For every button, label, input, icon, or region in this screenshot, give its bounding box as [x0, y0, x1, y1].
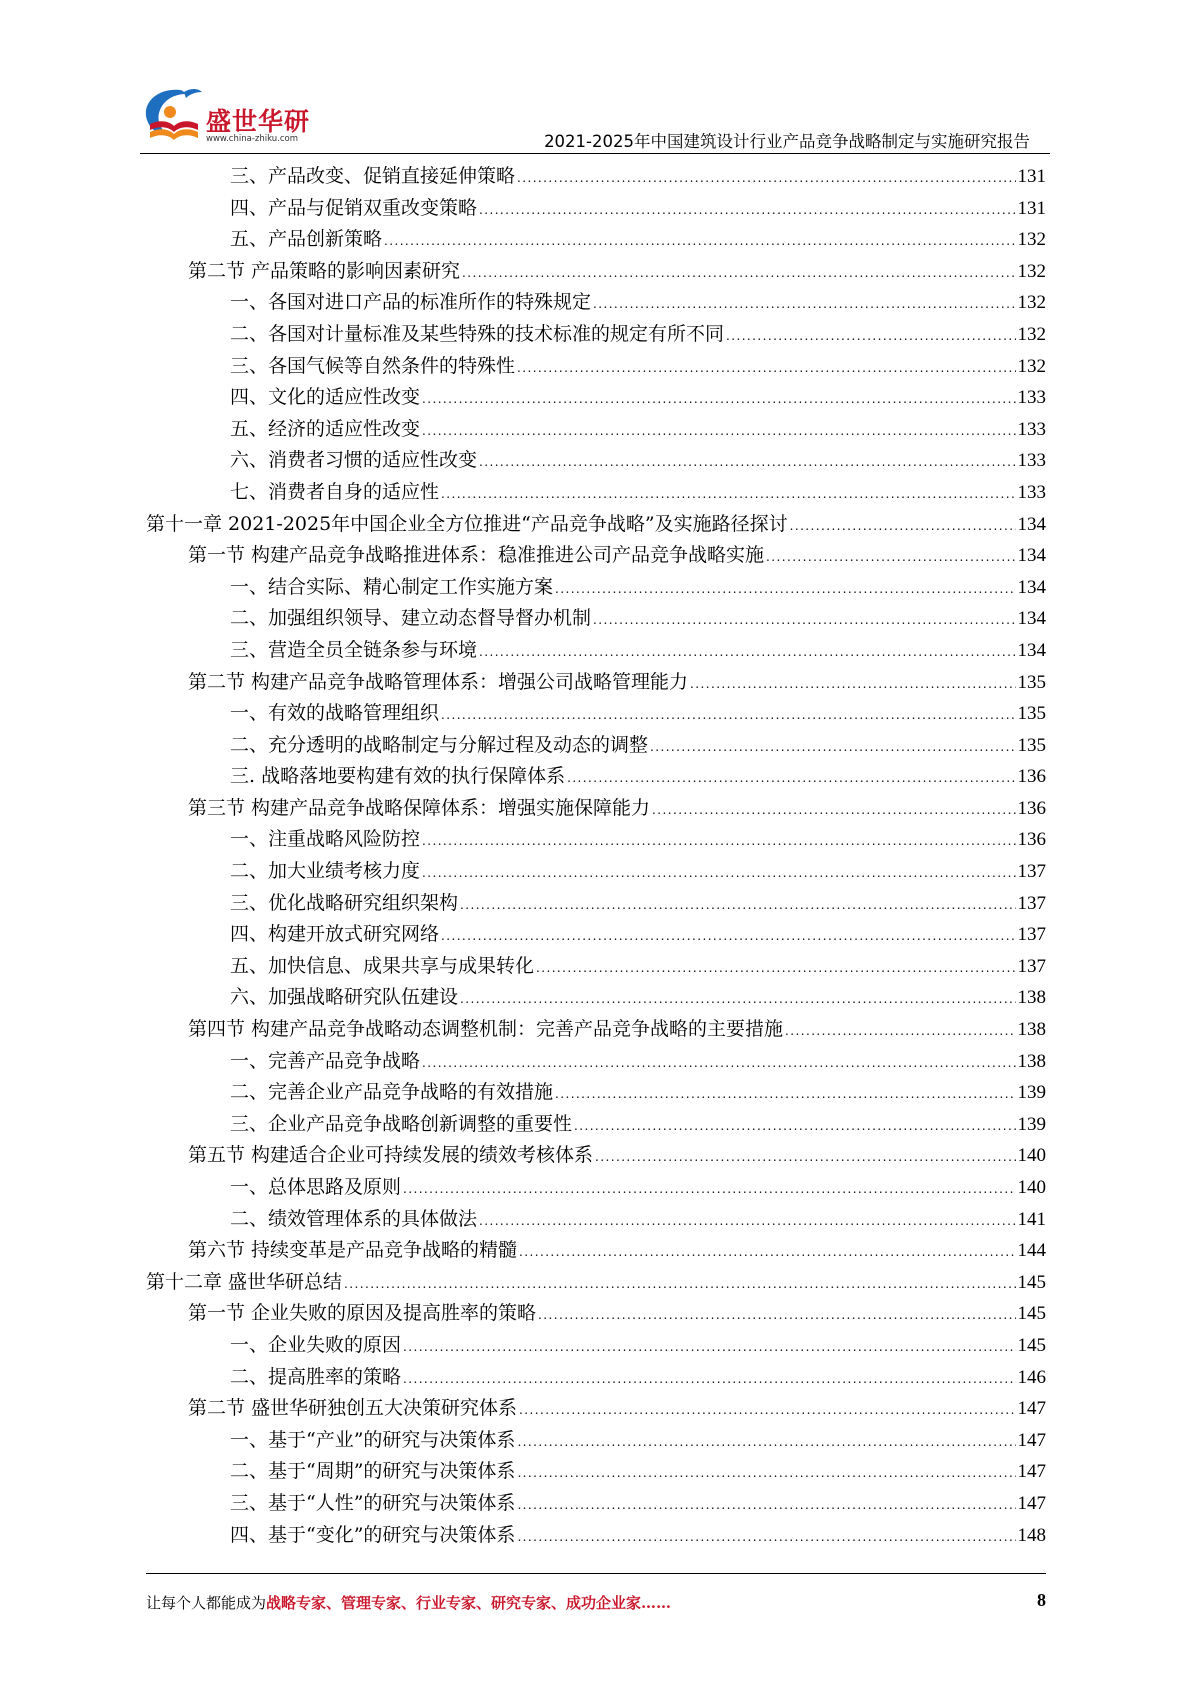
- toc-leader-dots: [422, 414, 1015, 448]
- toc-entry-title: 第二节 构建产品竞争战略管理体系：增强公司战略管理能力: [188, 670, 689, 693]
- toc-page-number: 134: [1017, 639, 1046, 661]
- toc-entry-title: 三. 战略落地要构建有效的执行保障体系: [230, 765, 566, 788]
- toc-item[interactable]: [146, 730, 1046, 762]
- toc-item[interactable]: [146, 1456, 1046, 1488]
- logo-icon: [140, 84, 208, 146]
- toc-item[interactable]: [146, 1046, 1046, 1078]
- toc-page-number: 133: [1017, 387, 1046, 409]
- toc-page-number: 139: [1017, 1113, 1046, 1135]
- toc-entry-title: 六、加强战略研究队伍建设: [230, 986, 459, 1009]
- toc-entry-title: 第一节 构建产品竞争战略推进体系：稳准推进公司产品竞争战略实施: [188, 544, 765, 567]
- toc-item[interactable]: [146, 1172, 1046, 1204]
- toc-item[interactable]: [146, 951, 1046, 983]
- toc-leader-dots: [344, 1267, 1015, 1301]
- toc-entry-title: 第六节 持续变革是产品竞争战略的精髓: [188, 1239, 518, 1262]
- toc-entry-title: 一、完善产品竞争战略: [230, 1049, 421, 1072]
- toc-item[interactable]: [146, 761, 1046, 793]
- toc-item[interactable]: [146, 382, 1046, 414]
- toc-page-number: 135: [1017, 671, 1046, 693]
- footer-divider: [146, 1573, 1046, 1574]
- toc-leader-dots: [555, 572, 1015, 606]
- toc-leader-dots: [785, 1014, 1015, 1048]
- toc-leader-dots: [536, 951, 1015, 985]
- toc-chapter[interactable]: [146, 1267, 1046, 1299]
- toc-item[interactable]: [146, 888, 1046, 920]
- toc-entry-title: 一、各国对进口产品的标准所作的特殊规定: [230, 291, 592, 314]
- toc-leader-dots: [422, 1046, 1015, 1080]
- toc-page-number: 145: [1017, 1271, 1046, 1293]
- toc-entry-title: 五、加快信息、成果共享与成果转化: [230, 954, 535, 977]
- toc-page-number: 134: [1017, 608, 1046, 630]
- toc-item[interactable]: [146, 1077, 1046, 1109]
- toc-page-number: 144: [1017, 1240, 1046, 1262]
- toc-entry-title: 第五节 构建适合企业可持续发展的绩效考核体系: [188, 1144, 594, 1167]
- toc-page-number: 141: [1017, 1208, 1046, 1230]
- toc-page-number: 139: [1017, 1082, 1046, 1104]
- toc-page-number: 135: [1017, 703, 1046, 725]
- toc-leader-dots: [479, 635, 1015, 669]
- toc-entry-title: 三、企业产品竞争战略创新调整的重要性: [230, 1112, 573, 1135]
- toc-section[interactable]: [146, 1140, 1046, 1172]
- toc-section[interactable]: [146, 256, 1046, 288]
- toc-item[interactable]: [146, 698, 1046, 730]
- toc-item[interactable]: [146, 635, 1046, 667]
- toc-item[interactable]: [146, 1425, 1046, 1457]
- toc-leader-dots: [384, 224, 1015, 258]
- toc-item[interactable]: [146, 414, 1046, 446]
- toc-entry-title: 二、完善企业产品竞争战略的有效措施: [230, 1081, 554, 1104]
- toc-entry-title: 二、加强组织领导、建立动态督导督办机制: [230, 607, 592, 630]
- toc-page-number: 146: [1017, 1366, 1046, 1388]
- toc-item[interactable]: [146, 1362, 1046, 1394]
- toc-page-number: 133: [1017, 450, 1046, 472]
- toc-leader-dots: [517, 1456, 1015, 1490]
- toc-entry-title: 第十一章 2021-2025年中国企业全方位推进“产品竞争战略”及实施路径探讨: [146, 512, 788, 535]
- toc-page-number: 148: [1017, 1524, 1046, 1546]
- toc-page-number: 133: [1017, 481, 1046, 503]
- toc-page-number: 137: [1017, 892, 1046, 914]
- toc-entry-title: 二、各国对计量标准及某些特殊的技术标准的规定有所不同: [230, 322, 725, 345]
- toc-item[interactable]: [146, 287, 1046, 319]
- toc-item[interactable]: [146, 1330, 1046, 1362]
- toc-section[interactable]: [146, 540, 1046, 572]
- toc-entry-title: 第二节 盛世华研独创五大决策研究体系: [188, 1397, 518, 1420]
- toc-item[interactable]: [146, 445, 1046, 477]
- toc-leader-dots: [422, 824, 1015, 858]
- toc-page-number: 131: [1017, 197, 1046, 219]
- logo-text: 盛世华研: [206, 107, 311, 136]
- toc-leader-dots: [517, 161, 1015, 195]
- toc-page-number: 145: [1017, 1303, 1046, 1325]
- toc-entry-title: 二、提高胜率的策略: [230, 1365, 402, 1388]
- toc-entry-title: 第二节 产品策略的影响因素研究: [188, 259, 461, 282]
- toc-entry-title: 三、营造全员全链条参与环境: [230, 638, 478, 661]
- toc-leader-dots: [422, 382, 1015, 416]
- toc-section[interactable]: [146, 1393, 1046, 1425]
- toc-page-number: 134: [1017, 513, 1046, 535]
- toc-entry-title: 五、产品创新策略: [230, 228, 383, 251]
- toc-page-number: 138: [1017, 1050, 1046, 1072]
- toc-page-number: 147: [1017, 1492, 1046, 1514]
- toc-entry-title: 二、加大业绩考核力度: [230, 860, 421, 883]
- toc-item[interactable]: [146, 319, 1046, 351]
- toc-entry-title: 一、有效的战略管理组织: [230, 702, 440, 725]
- toc-page-number: 140: [1017, 1145, 1046, 1167]
- toc-entry-title: 一、结合实际、精心制定工作实施方案: [230, 575, 554, 598]
- toc-entry-title: 一、注重战略风险防控: [230, 828, 421, 851]
- toc-leader-dots: [479, 1204, 1015, 1238]
- toc-leader-dots: [441, 919, 1015, 953]
- toc-item[interactable]: [146, 1520, 1046, 1552]
- toc-entry-title: 三、各国气候等自然条件的特殊性: [230, 354, 516, 377]
- toc-page-number: 137: [1017, 955, 1046, 977]
- toc-entry-title: 一、企业失败的原因: [230, 1333, 402, 1356]
- toc-leader-dots: [652, 793, 1015, 827]
- toc-item[interactable]: [146, 982, 1046, 1014]
- toc-page-number: 135: [1017, 734, 1046, 756]
- toc-page-number: 136: [1017, 797, 1046, 819]
- toc-entry-title: 第一节 企业失败的原因及提高胜率的策略: [188, 1302, 537, 1325]
- toc-item[interactable]: [146, 1488, 1046, 1520]
- toc-leader-dots: [441, 477, 1015, 511]
- logo: [140, 84, 310, 148]
- toc-section[interactable]: [146, 667, 1046, 699]
- toc-leader-dots: [595, 1140, 1015, 1174]
- toc-leader-dots: [460, 888, 1015, 922]
- footer-slogan: 让每个人都能成为: [146, 1594, 267, 1612]
- toc-leader-dots: [567, 761, 1015, 795]
- toc-page-number: 132: [1017, 292, 1046, 314]
- toc-leader-dots: [479, 445, 1015, 479]
- toc-entry-title: 二、充分透明的战略制定与分解过程及动态的调整: [230, 733, 649, 756]
- toc-entry-title: 四、基于“变化”的研究与决策体系: [230, 1523, 516, 1546]
- toc-leader-dots: [519, 1393, 1015, 1427]
- toc-page-number: 147: [1017, 1398, 1046, 1420]
- toc-page-number: 136: [1017, 766, 1046, 788]
- toc-item[interactable]: [146, 572, 1046, 604]
- toc-section[interactable]: [146, 1298, 1046, 1330]
- toc-leader-dots: [726, 319, 1015, 353]
- logo-url: www.china-zhiku.com: [206, 134, 298, 144]
- toc-leader-dots: [403, 1330, 1015, 1364]
- toc-leader-dots: [517, 1425, 1015, 1459]
- toc-page-number: 147: [1017, 1461, 1046, 1483]
- toc-entry-title: 一、总体思路及原则: [230, 1176, 402, 1198]
- toc-item[interactable]: [146, 856, 1046, 888]
- toc-page-number: 132: [1017, 323, 1046, 345]
- toc-entry-title: 五、经济的适应性改变: [230, 417, 421, 440]
- toc-page-number: 137: [1017, 861, 1046, 883]
- toc-page-number: 138: [1017, 987, 1046, 1009]
- toc-leader-dots: [519, 1235, 1015, 1269]
- toc-entry-title: 三、优化战略研究组织架构: [230, 891, 459, 914]
- page-number: 8: [1037, 1590, 1046, 1610]
- toc-leader-dots: [517, 1488, 1015, 1522]
- toc-item[interactable]: [146, 224, 1046, 256]
- toc-entry-title: 一、基于“产业”的研究与决策体系: [230, 1428, 516, 1451]
- toc-page-number: 145: [1017, 1334, 1046, 1356]
- toc-leader-dots: [538, 1298, 1015, 1332]
- toc-entry-title: 三、基于“人性”的研究与决策体系: [230, 1491, 516, 1514]
- toc-leader-dots: [422, 856, 1015, 890]
- toc-entry-title: 第四节 构建产品竞争战略动态调整机制：完善产品竞争战略的主要措施: [188, 1018, 784, 1041]
- toc-page-number: 140: [1017, 1177, 1046, 1198]
- toc-section[interactable]: [146, 793, 1046, 825]
- toc-section[interactable]: [146, 1235, 1046, 1267]
- toc-item[interactable]: [146, 351, 1046, 383]
- page-header: [140, 84, 1050, 156]
- toc-entry-title: 四、文化的适应性改变: [230, 386, 421, 409]
- toc-page-number: 132: [1017, 229, 1046, 251]
- toc-item[interactable]: [146, 824, 1046, 856]
- toc-leader-dots: [403, 1362, 1015, 1396]
- footer-slogan-highlight: 战略专家、管理专家、行业专家、研究专家、成功企业家……: [266, 1594, 672, 1612]
- toc-entry-title: 七、消费者自身的适应性: [230, 480, 440, 503]
- toc-entry-title: 二、基于“周期”的研究与决策体系: [230, 1460, 516, 1483]
- toc-page-number: 138: [1017, 1019, 1046, 1041]
- toc-leader-dots: [403, 1172, 1015, 1206]
- toc-entry-title: 六、消费者习惯的适应性改变: [230, 449, 478, 472]
- toc-leader-dots: [690, 667, 1015, 701]
- toc-item[interactable]: [146, 1204, 1046, 1236]
- toc-leader-dots: [441, 698, 1015, 732]
- toc-item[interactable]: [146, 477, 1046, 509]
- toc-section[interactable]: [146, 1014, 1046, 1046]
- header-divider: [140, 153, 1050, 154]
- toc-leader-dots: [517, 1520, 1015, 1554]
- toc-entry-title: 二、绩效管理体系的具体做法: [230, 1207, 478, 1230]
- toc-page-number: 134: [1017, 576, 1046, 598]
- toc-leader-dots: [574, 1109, 1015, 1143]
- toc-page-number: 133: [1017, 418, 1046, 440]
- toc-entry-title: 四、构建开放式研究网络: [230, 923, 440, 946]
- toc-leader-dots: [479, 193, 1015, 227]
- toc-entry-title: 四、产品与促销双重改变策略: [230, 196, 478, 219]
- toc-item[interactable]: [146, 1109, 1046, 1141]
- toc-page-number: 137: [1017, 924, 1046, 946]
- toc-page-number: 132: [1017, 355, 1046, 377]
- toc-leader-dots: [555, 1077, 1015, 1111]
- toc-item[interactable]: [146, 919, 1046, 951]
- toc-page-number: 136: [1017, 829, 1046, 851]
- toc-entry-title: 第十二章 盛世华研总结: [146, 1270, 343, 1293]
- toc-page-number: 131: [1017, 166, 1046, 187]
- toc-item[interactable]: [146, 161, 1046, 193]
- toc-page-number: 134: [1017, 545, 1046, 567]
- toc-chapter[interactable]: [146, 509, 1046, 541]
- toc-item[interactable]: [146, 603, 1046, 635]
- report-title: 2021-2025年中国建筑设计行业产品竞争战略制定与实施研究报告: [544, 132, 1030, 151]
- page-footer: [146, 1592, 1046, 1613]
- toc-leader-dots: [650, 730, 1015, 764]
- toc-leader-dots: [593, 603, 1015, 637]
- toc-leader-dots: [766, 540, 1015, 574]
- toc-leader-dots: [460, 982, 1015, 1016]
- toc-leader-dots: [593, 287, 1015, 321]
- toc-leader-dots: [517, 351, 1015, 385]
- toc-leader-dots: [462, 256, 1015, 290]
- toc-item[interactable]: [146, 193, 1046, 225]
- toc-page-number: 147: [1017, 1429, 1046, 1451]
- table-of-contents: [146, 161, 1046, 1551]
- toc-entry-title: 三、产品改变、促销直接延伸策略: [230, 165, 516, 187]
- toc-page-number: 132: [1017, 260, 1046, 282]
- toc-leader-dots: [790, 509, 1016, 543]
- toc-entry-title: 第三节 构建产品竞争战略保障体系：增强实施保障能力: [188, 796, 651, 819]
